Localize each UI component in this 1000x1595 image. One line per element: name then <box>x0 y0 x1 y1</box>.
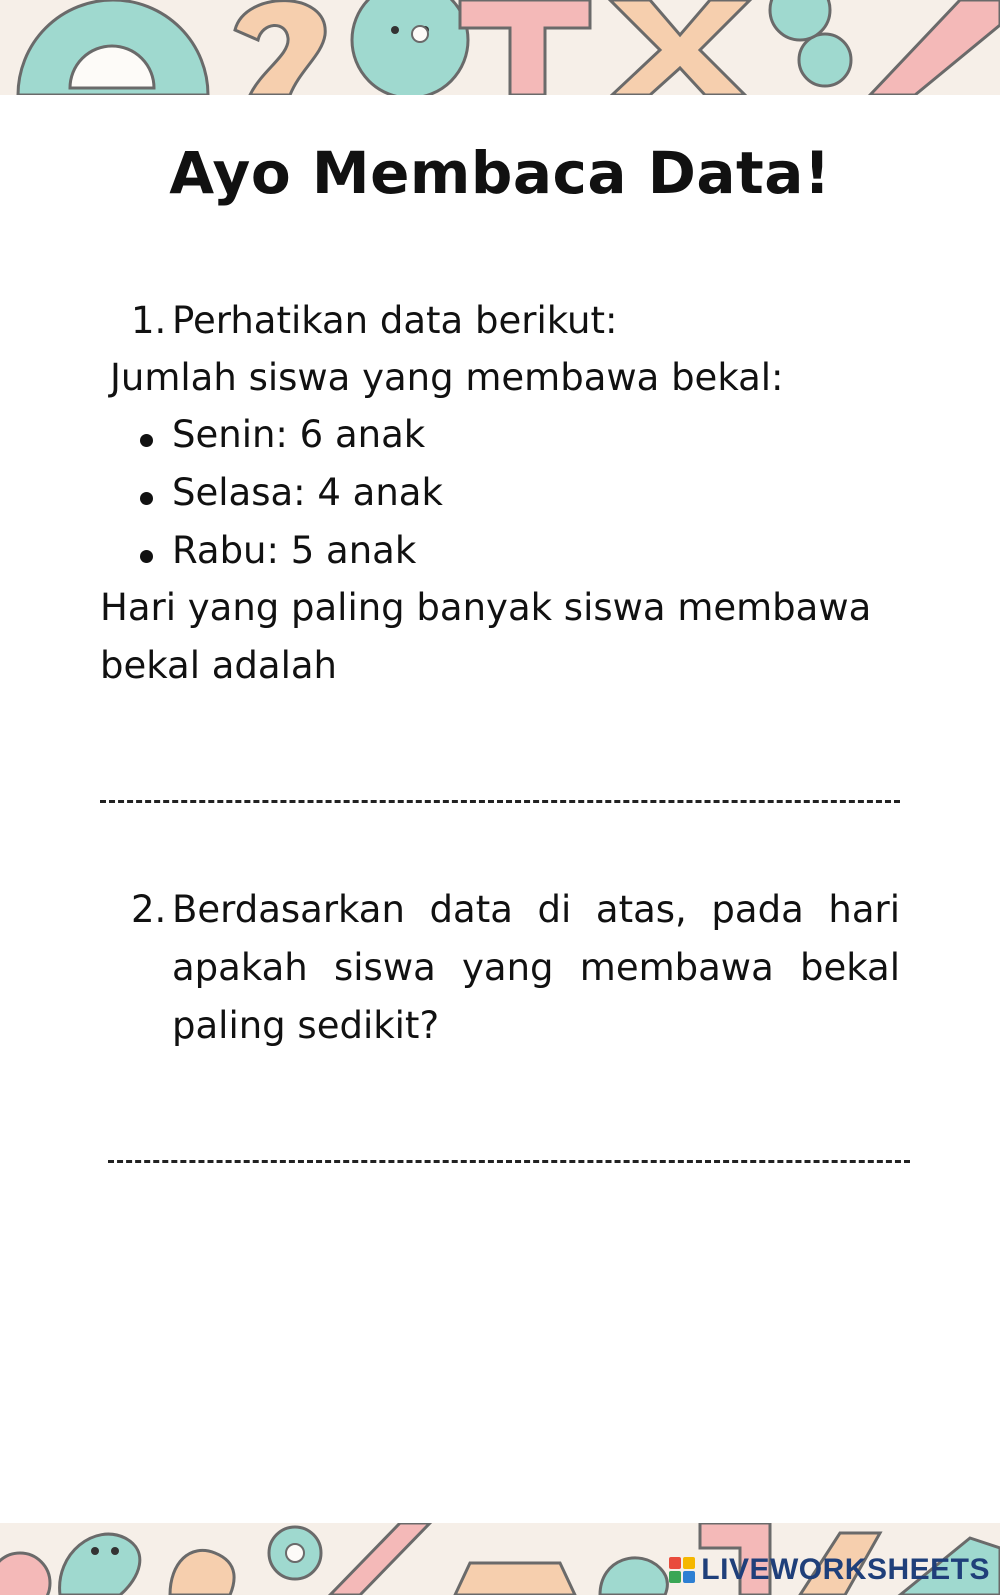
math-shapes-top-illustration <box>0 0 1000 95</box>
logo-square-yellow <box>683 1557 695 1569</box>
bullet-icon <box>140 550 153 563</box>
logo-square-green <box>669 1571 681 1583</box>
top-decorative-border <box>0 0 1000 95</box>
question-1-intro: Jumlah siswa yang membawa bekal: <box>110 356 784 399</box>
question-2-text-line-3: paling sedikit? <box>172 1004 440 1047</box>
list-item-label: Selasa: 4 anak <box>172 471 443 514</box>
answer-line-1[interactable] <box>100 800 900 803</box>
liveworksheets-brand[interactable] <box>669 1553 990 1587</box>
page-title: Ayo Membaca Data! <box>169 139 831 207</box>
question-2-number: 2. <box>131 888 167 931</box>
bullet-icon <box>140 492 153 505</box>
liveworksheets-logo-icon <box>669 1557 695 1583</box>
bullet-icon <box>140 434 153 447</box>
question-2-text-line-1: Berdasarkan data di atas, pada hari <box>172 888 900 931</box>
question-2-text-line-2: apakah siswa yang membawa bekal <box>172 946 900 989</box>
list-item-label: Senin: 6 anak <box>172 413 426 456</box>
logo-square-red <box>669 1557 681 1569</box>
bottom-decorative-border <box>0 1523 1000 1595</box>
list-item-label: Rabu: 5 anak <box>172 529 417 572</box>
brand-name: LIVEWORKSHEETS <box>701 1553 990 1586</box>
worksheet-page <box>0 95 1000 1523</box>
question-1-number: 1. <box>131 299 167 342</box>
question-1-prompt: Perhatikan data berikut: <box>172 299 618 342</box>
question-1-text-line-1: Hari yang paling banyak siswa membawa <box>100 586 872 629</box>
question-1-text-line-2: bekal adalah <box>100 644 337 687</box>
logo-square-blue <box>683 1571 695 1583</box>
answer-line-2[interactable] <box>108 1160 910 1163</box>
